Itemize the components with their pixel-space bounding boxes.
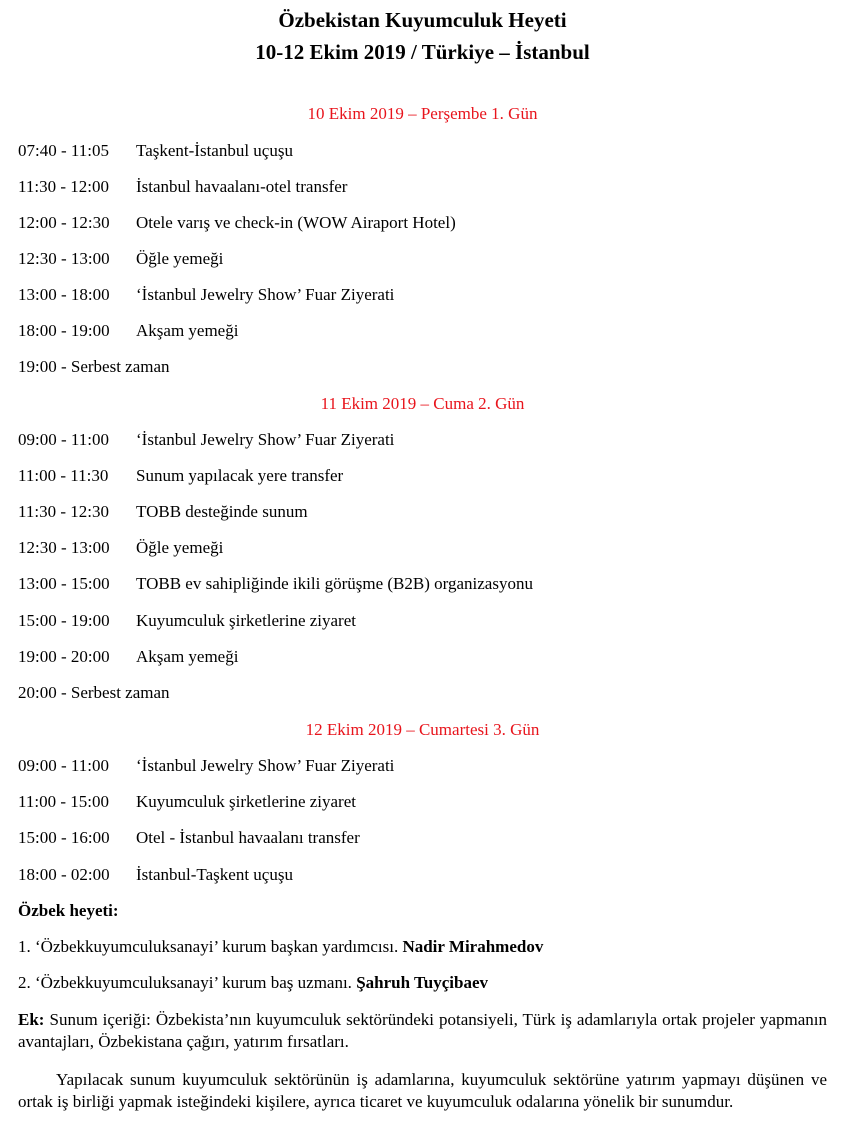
schedule-activity: Taşkent-İstanbul uçuşu [136, 141, 293, 160]
schedule-time: 11:30 - 12:00 [18, 177, 109, 196]
schedule-row [18, 249, 223, 269]
schedule-activity: İstanbul-Taşkent uçuşu [136, 865, 293, 884]
day-heading: 11 Ekim 2019 – Cuma 2. Gün [320, 394, 525, 413]
delegation-member [18, 973, 488, 993]
schedule-time: 11:30 - 12:30 [18, 502, 109, 521]
schedule-activity: ‘İstanbul Jewelry Show’ Fuar Ziyerati [136, 285, 395, 304]
schedule-activity: Sunum yapılacak yere transfer [136, 466, 344, 485]
schedule-time: 13:00 - 15:00 [18, 574, 110, 593]
schedule-time: 18:00 - 19:00 [18, 321, 110, 340]
day-heading: 10 Ekim 2019 – Perşembe 1. Gün [307, 104, 538, 123]
schedule-row [18, 756, 394, 776]
closing-paragraph: Yapılacak sunum kuyumculuk sektörünün iş adamlarına, kuyumculuk sektörüne yatırım yapmayı düşünen ve ortak iş birliği yapmak isteğindeki kişilere, ayrıca ticaret ve kuyumculuk odalarına yönelik bir sunumdur. [18, 1070, 827, 1111]
schedule-activity: Akşam yemeği [136, 647, 239, 666]
member-name: Şahruh Tuyçibaev [356, 973, 488, 992]
schedule-activity: Otele varış ve check-in (WOW Airaport Hotel) [136, 213, 456, 232]
schedule-row [18, 285, 394, 305]
schedule-row [18, 647, 238, 667]
schedule-row [18, 828, 360, 848]
member-role: 2. ‘Özbekkuyumculuksanayi’ kurum baş uzmanı. [18, 973, 352, 992]
note-label: Ek: [18, 1010, 45, 1029]
document-subtitle: 10-12 Ekim 2019 / Türkiye – İstanbul [255, 40, 590, 64]
schedule-activity: Akşam yemeği [136, 321, 239, 340]
schedule-row [18, 141, 293, 161]
note-paragraph [18, 1009, 827, 1053]
schedule-row [18, 792, 356, 812]
day-heading: 12 Ekim 2019 – Cumartesi 3. Gün [305, 720, 540, 739]
schedule-row [18, 502, 308, 522]
schedule-activity: İstanbul havaalanı-otel transfer [136, 177, 348, 196]
schedule-time: 18:00 - 02:00 [18, 865, 110, 884]
schedule-row [18, 611, 356, 631]
delegation-member [18, 937, 543, 957]
schedule-time: 15:00 - 19:00 [18, 611, 110, 630]
schedule-row [18, 430, 394, 450]
schedule-time: 12:30 - 13:00 [18, 538, 110, 557]
schedule-time: 15:00 - 16:00 [18, 828, 110, 847]
schedule-activity: Kuyumculuk şirketlerine ziyaret [136, 792, 356, 811]
schedule-time: 11:00 - 15:00 [18, 792, 109, 811]
schedule-time: 11:00 - 11:30 [18, 466, 109, 485]
schedule-time: 07:40 - 11:05 [18, 141, 109, 160]
schedule-time: 09:00 - 11:00 [18, 430, 109, 449]
schedule-activity: Otel - İstanbul havaalanı transfer [136, 828, 360, 847]
schedule-row [18, 466, 343, 486]
schedule-activity: ‘İstanbul Jewelry Show’ Fuar Ziyerati [136, 756, 395, 775]
document-title: Özbekistan Kuyumculuk Heyeti [278, 8, 567, 32]
schedule-activity: Kuyumculuk şirketlerine ziyaret [136, 611, 356, 630]
schedule-activity: TOBB desteğinde sunum [136, 502, 308, 521]
schedule-time: 13:00 - 18:00 [18, 285, 110, 304]
schedule-row [18, 321, 238, 341]
schedule-time: 12:00 - 12:30 [18, 213, 110, 232]
schedule-row [18, 538, 223, 558]
schedule-activity: ‘İstanbul Jewelry Show’ Fuar Ziyerati [136, 430, 395, 449]
member-role: 1. ‘Özbekkuyumculuksanayi’ kurum başkan yardımcısı. [18, 937, 399, 956]
delegation-label: Özbek heyeti: [18, 901, 119, 920]
schedule-row [18, 213, 456, 233]
schedule-row [18, 865, 293, 885]
free-time: 20:00 - Serbest zaman [18, 683, 170, 702]
schedule-row [18, 574, 533, 594]
free-time: 19:00 - Serbest zaman [18, 357, 170, 376]
schedule-activity: TOBB ev sahipliğinde ikili görüşme (B2B) organizasyonu [136, 574, 533, 593]
note-text: Sunum içeriği: Özbekista’nın kuyumculuk sektöründeki potansiyeli, Türk iş adamlarıyla ortak projeler yapmanın avantajları, Özbekistana çağırı, yatırım fırsatları. [18, 1010, 828, 1051]
schedule-time: 19:00 - 20:00 [18, 647, 110, 666]
schedule-activity: Öğle yemeği [136, 249, 224, 268]
schedule-time: 12:30 - 13:00 [18, 249, 110, 268]
schedule-activity: Öğle yemeği [136, 538, 224, 557]
schedule-row [18, 177, 347, 197]
schedule-time: 09:00 - 11:00 [18, 756, 109, 775]
member-name: Nadir Mirahmedov [402, 937, 544, 956]
